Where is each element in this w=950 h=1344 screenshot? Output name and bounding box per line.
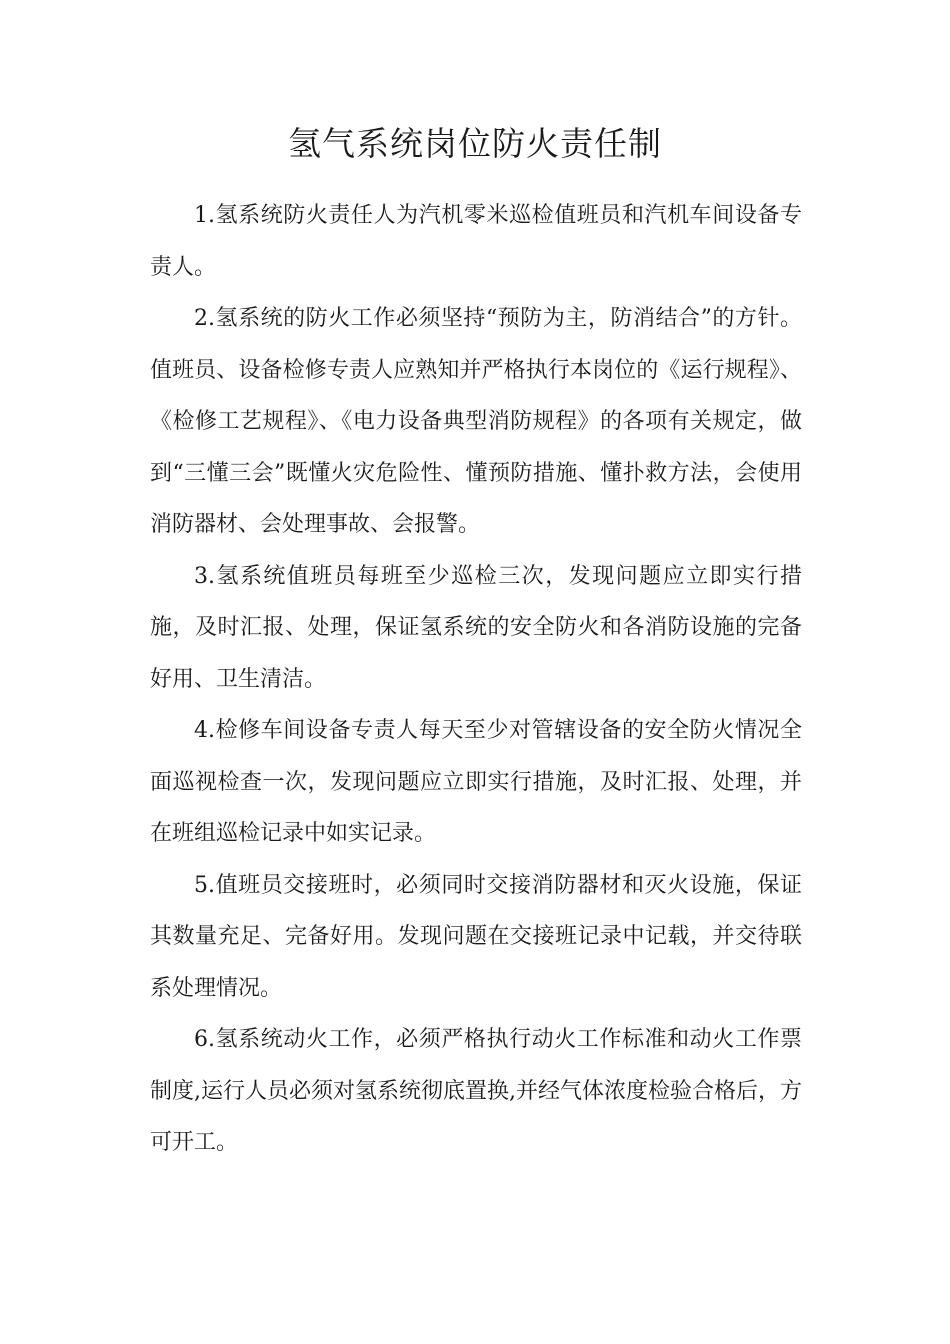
clause-5: 5.值班员交接班时，必须同时交接消防器材和灭火设施，保证其数量充足、完备好用。发现问题在交接班记录中记载，并交待联系处理情况。: [150, 872, 802, 1001]
clause-6: 6.氢系统动火工作，必须严格执行动火工作标准和动火工作票制度,运行人员必须对氢系统彻底置换,并经气体浓度检验合格后，方可开工。: [150, 1027, 802, 1155]
clause-1: 1.氢系统防火责任人为汽机零米巡检值班员和汽机车间设备专责人。: [150, 203, 802, 280]
document-body: [150, 190, 802, 1169]
clause-2: 2.氢系统的防火工作必须坚持“预防为主，防消结合”的方针。值班员、设备检修专责人应熟知并严格执行本岗位的《运行规程》、《检修工艺规程》、《电力设备典型消防规程》的各项有关规定，做到“三懂三会”既懂火灾危险性、懂预防措施、懂扑救方法，会使用消防器材、会处理事故、会报警。: [150, 306, 802, 537]
clause-4: 4.检修车间设备专责人每天至少对管辖设备的安全防火情况全面巡视检查一次，发现问题应立即实行措施，及时汇报、处理，并在班组巡检记录中如实记录。: [150, 718, 802, 846]
clause-3: 3.氢系统值班员每班至少巡检三次，发现问题应立即实行措施，及时汇报、处理，保证氢系统的安全防火和各消防设施的完备好用、卫生清洁。: [150, 563, 802, 692]
document-title: 氢气系统岗位防火责任制: [288, 124, 662, 163]
